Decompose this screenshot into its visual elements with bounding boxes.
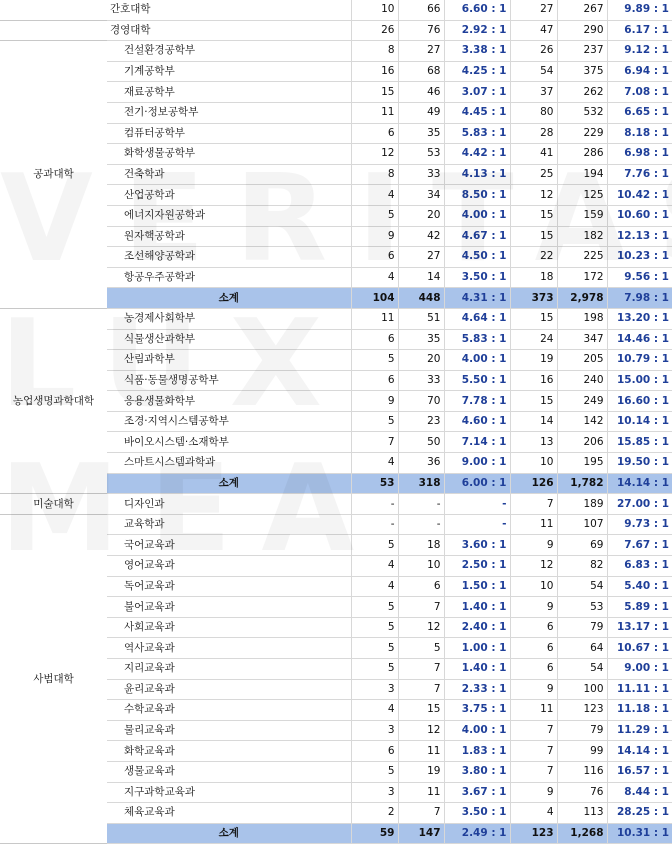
count-cell: 9	[510, 782, 557, 803]
count-cell: 36	[398, 453, 444, 474]
competition-ratio: 4.60 : 1	[444, 411, 510, 432]
competition-ratio: 7.14 : 1	[444, 432, 510, 453]
table-row	[0, 0, 672, 20]
table-row	[0, 494, 672, 515]
subtotal-count: 126	[510, 473, 557, 494]
competition-ratio: 8.18 : 1	[607, 123, 672, 144]
competition-ratio: 7.67 : 1	[607, 535, 672, 556]
count-cell: 27	[398, 247, 444, 268]
count-cell: 28	[510, 123, 557, 144]
count-cell: 290	[557, 20, 607, 41]
competition-ratio: 1.83 : 1	[444, 741, 510, 762]
competition-ratio: 2.40 : 1	[444, 617, 510, 638]
department-name: 기계공학부	[107, 61, 351, 82]
count-cell: 64	[557, 638, 607, 659]
count-cell: 6	[398, 576, 444, 597]
competition-ratio: 6.65 : 1	[607, 102, 672, 123]
count-cell: 198	[557, 308, 607, 329]
competition-ratio: -	[444, 514, 510, 535]
count-cell: 267	[557, 0, 607, 20]
count-cell: 9	[351, 391, 398, 412]
college-name: 미술대학	[0, 494, 107, 515]
count-cell: 5	[351, 638, 398, 659]
count-cell: 37	[510, 82, 557, 103]
department-name: 경영대학	[107, 20, 351, 41]
competition-ratio: 11.18 : 1	[607, 700, 672, 721]
competition-ratio: 15.00 : 1	[607, 370, 672, 391]
count-cell: 20	[398, 205, 444, 226]
table-row	[0, 41, 672, 62]
department-name: 에너지자원공학과	[107, 205, 351, 226]
count-cell: -	[398, 494, 444, 515]
count-cell: 11	[510, 700, 557, 721]
competition-ratio: 6.83 : 1	[607, 556, 672, 577]
competition-ratio: -	[444, 494, 510, 515]
department-name: 식물생산과학부	[107, 329, 351, 350]
count-cell: 206	[557, 432, 607, 453]
competition-ratio: 8.50 : 1	[444, 185, 510, 206]
count-cell: 9	[351, 226, 398, 247]
count-cell: 6	[351, 247, 398, 268]
competition-ratio: 13.17 : 1	[607, 617, 672, 638]
count-cell: 142	[557, 411, 607, 432]
count-cell: 79	[557, 617, 607, 638]
count-cell: 4	[351, 700, 398, 721]
college-name	[0, 20, 107, 41]
competition-ratio: 3.50 : 1	[444, 803, 510, 824]
competition-ratio: 6.60 : 1	[444, 0, 510, 20]
competition-ratio: 4.42 : 1	[444, 144, 510, 165]
competition-ratio: 9.12 : 1	[607, 41, 672, 62]
count-cell: 20	[398, 350, 444, 371]
count-cell: 23	[398, 411, 444, 432]
count-cell: 9	[510, 535, 557, 556]
count-cell: 6	[510, 638, 557, 659]
competition-ratio: 13.20 : 1	[607, 308, 672, 329]
count-cell: 99	[557, 741, 607, 762]
department-name: 건설환경공학부	[107, 41, 351, 62]
subtotal-count: 448	[398, 288, 444, 309]
competition-ratio: 11.29 : 1	[607, 720, 672, 741]
count-cell: 12	[510, 185, 557, 206]
count-cell: 15	[398, 700, 444, 721]
competition-ratio: 2.33 : 1	[444, 679, 510, 700]
department-name: 화학교육과	[107, 741, 351, 762]
count-cell: 125	[557, 185, 607, 206]
count-cell: 9	[510, 679, 557, 700]
college-name: 공과대학	[0, 41, 107, 309]
count-cell: -	[351, 494, 398, 515]
table-row	[0, 308, 672, 329]
competition-ratio: 28.25 : 1	[607, 803, 672, 824]
count-cell: 6	[351, 123, 398, 144]
department-name: 간호대학	[107, 0, 351, 20]
competition-ratio: 3.38 : 1	[444, 41, 510, 62]
competition-ratio: 1.50 : 1	[444, 576, 510, 597]
department-name: 국어교육과	[107, 535, 351, 556]
competition-ratio: 5.83 : 1	[444, 329, 510, 350]
competition-ratio: 3.67 : 1	[444, 782, 510, 803]
count-cell: 347	[557, 329, 607, 350]
competition-ratio: 3.50 : 1	[444, 267, 510, 288]
competition-ratio: 10.23 : 1	[607, 247, 672, 268]
department-name: 디자인과	[107, 494, 351, 515]
subtotal-count: 59	[351, 823, 398, 844]
competition-ratio: 8.44 : 1	[607, 782, 672, 803]
count-cell: 13	[510, 432, 557, 453]
count-cell: 76	[557, 782, 607, 803]
competition-ratio: 7.78 : 1	[444, 391, 510, 412]
count-cell: 53	[557, 597, 607, 618]
count-cell: 4	[351, 453, 398, 474]
competition-ratio: 9.89 : 1	[607, 0, 672, 20]
department-name: 식품·동물생명공학부	[107, 370, 351, 391]
count-cell: 50	[398, 432, 444, 453]
department-name: 항공우주공학과	[107, 267, 351, 288]
count-cell: 532	[557, 102, 607, 123]
competition-ratio: 1.40 : 1	[444, 597, 510, 618]
competition-ratio: 10.42 : 1	[607, 185, 672, 206]
subtotal-ratio: 6.00 : 1	[444, 473, 510, 494]
competition-ratio: 9.00 : 1	[444, 453, 510, 474]
college-name	[0, 0, 107, 20]
count-cell: 70	[398, 391, 444, 412]
department-name: 스마트시스템과학과	[107, 453, 351, 474]
count-cell: 194	[557, 164, 607, 185]
count-cell: 35	[398, 123, 444, 144]
count-cell: 68	[398, 61, 444, 82]
count-cell: 41	[510, 144, 557, 165]
count-cell: 14	[510, 411, 557, 432]
competition-ratio: 5.40 : 1	[607, 576, 672, 597]
subtotal-ratio: 2.49 : 1	[444, 823, 510, 844]
department-name: 응용생물화학부	[107, 391, 351, 412]
competition-ratio: 14.46 : 1	[607, 329, 672, 350]
count-cell: 5	[351, 761, 398, 782]
count-cell: 33	[398, 370, 444, 391]
competition-ratio: 9.00 : 1	[607, 659, 672, 680]
count-cell: 49	[398, 102, 444, 123]
college-name: 농업생명과학대학	[0, 308, 107, 493]
count-cell: 229	[557, 123, 607, 144]
count-cell: 237	[557, 41, 607, 62]
competition-ratio: 5.50 : 1	[444, 370, 510, 391]
competition-ratio: 10.79 : 1	[607, 350, 672, 371]
college-name: 사범대학	[0, 514, 107, 844]
count-cell: -	[398, 514, 444, 535]
competition-ratio: 16.60 : 1	[607, 391, 672, 412]
count-cell: 172	[557, 267, 607, 288]
department-name: 불어교육과	[107, 597, 351, 618]
count-cell: 123	[557, 700, 607, 721]
count-cell: 6	[510, 659, 557, 680]
count-cell: 10	[398, 556, 444, 577]
subtotal-count: 318	[398, 473, 444, 494]
competition-ratio: 9.73 : 1	[607, 514, 672, 535]
competition-ratio: 5.89 : 1	[607, 597, 672, 618]
count-cell: 76	[398, 20, 444, 41]
count-cell: 5	[398, 638, 444, 659]
count-cell: 240	[557, 370, 607, 391]
competition-ratio: 4.00 : 1	[444, 720, 510, 741]
competition-ratio: 4.45 : 1	[444, 102, 510, 123]
count-cell: 15	[510, 226, 557, 247]
count-cell: 18	[398, 535, 444, 556]
department-name: 역사교육과	[107, 638, 351, 659]
competition-ratio: 4.67 : 1	[444, 226, 510, 247]
competition-ratio: 4.50 : 1	[444, 247, 510, 268]
competition-ratio: 6.98 : 1	[607, 144, 672, 165]
count-cell: 12	[398, 617, 444, 638]
count-cell: 182	[557, 226, 607, 247]
count-cell: -	[351, 514, 398, 535]
competition-ratio: 4.00 : 1	[444, 350, 510, 371]
subtotal-ratio: 4.31 : 1	[444, 288, 510, 309]
subtotal-count: 123	[510, 823, 557, 844]
department-name: 컴퓨터공학부	[107, 123, 351, 144]
count-cell: 66	[398, 0, 444, 20]
count-cell: 22	[510, 247, 557, 268]
count-cell: 12	[510, 556, 557, 577]
count-cell: 107	[557, 514, 607, 535]
count-cell: 159	[557, 205, 607, 226]
table-row	[0, 20, 672, 41]
count-cell: 7	[510, 761, 557, 782]
count-cell: 6	[351, 741, 398, 762]
competition-ratio: 9.56 : 1	[607, 267, 672, 288]
competition-ratio: 4.00 : 1	[444, 205, 510, 226]
count-cell: 3	[351, 679, 398, 700]
count-cell: 189	[557, 494, 607, 515]
count-cell: 11	[351, 102, 398, 123]
competition-ratio: 3.60 : 1	[444, 535, 510, 556]
count-cell: 18	[510, 267, 557, 288]
department-name: 교육학과	[107, 514, 351, 535]
department-name: 화학생물공학부	[107, 144, 351, 165]
department-name: 사회교육과	[107, 617, 351, 638]
count-cell: 113	[557, 803, 607, 824]
count-cell: 27	[510, 0, 557, 20]
count-cell: 100	[557, 679, 607, 700]
subtotal-label: 소계	[107, 288, 351, 309]
competition-ratio: 4.64 : 1	[444, 308, 510, 329]
competition-ratio: 16.57 : 1	[607, 761, 672, 782]
count-cell: 3	[351, 782, 398, 803]
count-cell: 4	[351, 556, 398, 577]
count-cell: 16	[510, 370, 557, 391]
count-cell: 7	[510, 494, 557, 515]
subtotal-count: 1,268	[557, 823, 607, 844]
count-cell: 7	[510, 720, 557, 741]
count-cell: 7	[398, 803, 444, 824]
count-cell: 12	[398, 720, 444, 741]
count-cell: 10	[510, 576, 557, 597]
subtotal-ratio: 14.14 : 1	[607, 473, 672, 494]
table-row	[0, 514, 672, 535]
count-cell: 35	[398, 329, 444, 350]
count-cell: 7	[398, 597, 444, 618]
department-name: 건축학과	[107, 164, 351, 185]
count-cell: 24	[510, 329, 557, 350]
count-cell: 15	[510, 391, 557, 412]
count-cell: 10	[351, 0, 398, 20]
count-cell: 27	[398, 41, 444, 62]
department-name: 산림과학부	[107, 350, 351, 371]
department-name: 체육교육과	[107, 803, 351, 824]
department-name: 영어교육과	[107, 556, 351, 577]
count-cell: 2	[351, 803, 398, 824]
competition-ratio: 11.11 : 1	[607, 679, 672, 700]
count-cell: 249	[557, 391, 607, 412]
count-cell: 262	[557, 82, 607, 103]
count-cell: 53	[398, 144, 444, 165]
count-cell: 7	[510, 741, 557, 762]
count-cell: 47	[510, 20, 557, 41]
department-name: 지리교육과	[107, 659, 351, 680]
count-cell: 33	[398, 164, 444, 185]
count-cell: 26	[351, 20, 398, 41]
count-cell: 4	[510, 803, 557, 824]
department-name: 생물교육과	[107, 761, 351, 782]
competition-ratio: 7.76 : 1	[607, 164, 672, 185]
count-cell: 54	[510, 61, 557, 82]
count-cell: 6	[351, 329, 398, 350]
department-name: 독어교육과	[107, 576, 351, 597]
competition-ratio: 2.50 : 1	[444, 556, 510, 577]
count-cell: 15	[510, 308, 557, 329]
count-cell: 69	[557, 535, 607, 556]
count-cell: 19	[398, 761, 444, 782]
subtotal-ratio: 7.98 : 1	[607, 288, 672, 309]
competition-ratio: 15.85 : 1	[607, 432, 672, 453]
count-cell: 16	[351, 61, 398, 82]
count-cell: 286	[557, 144, 607, 165]
competition-ratio: 10.14 : 1	[607, 411, 672, 432]
count-cell: 79	[557, 720, 607, 741]
count-cell: 5	[351, 411, 398, 432]
department-name: 원자핵공학과	[107, 226, 351, 247]
department-name: 수학교육과	[107, 700, 351, 721]
subtotal-label: 소계	[107, 823, 351, 844]
competition-ratio: 2.92 : 1	[444, 20, 510, 41]
subtotal-count: 1,782	[557, 473, 607, 494]
count-cell: 42	[398, 226, 444, 247]
count-cell: 205	[557, 350, 607, 371]
department-name: 지구과학교육과	[107, 782, 351, 803]
count-cell: 116	[557, 761, 607, 782]
count-cell: 10	[510, 453, 557, 474]
count-cell: 19	[510, 350, 557, 371]
count-cell: 5	[351, 597, 398, 618]
count-cell: 5	[351, 535, 398, 556]
count-cell: 7	[398, 659, 444, 680]
competition-ratio: 3.80 : 1	[444, 761, 510, 782]
competition-ratio: 5.83 : 1	[444, 123, 510, 144]
count-cell: 8	[351, 41, 398, 62]
count-cell: 46	[398, 82, 444, 103]
competition-ratio: 3.07 : 1	[444, 82, 510, 103]
count-cell: 6	[351, 370, 398, 391]
competition-ratio: 4.13 : 1	[444, 164, 510, 185]
subtotal-count: 104	[351, 288, 398, 309]
competition-ratio: 10.60 : 1	[607, 205, 672, 226]
count-cell: 5	[351, 350, 398, 371]
count-cell: 4	[351, 185, 398, 206]
department-name: 전기·정보공학부	[107, 102, 351, 123]
subtotal-count: 373	[510, 288, 557, 309]
count-cell: 80	[510, 102, 557, 123]
competition-ratio: 3.75 : 1	[444, 700, 510, 721]
count-cell: 5	[351, 205, 398, 226]
count-cell: 5	[351, 659, 398, 680]
competition-ratio: 6.17 : 1	[607, 20, 672, 41]
competition-ratio: 7.08 : 1	[607, 82, 672, 103]
competition-ratio: 14.14 : 1	[607, 741, 672, 762]
count-cell: 11	[398, 741, 444, 762]
count-cell: 6	[510, 617, 557, 638]
department-name: 조경·지역시스템공학부	[107, 411, 351, 432]
count-cell: 54	[557, 659, 607, 680]
count-cell: 15	[510, 205, 557, 226]
subtotal-count: 53	[351, 473, 398, 494]
department-name: 농경제사회학부	[107, 308, 351, 329]
subtotal-count: 147	[398, 823, 444, 844]
count-cell: 11	[398, 782, 444, 803]
department-name: 바이오시스템·소재학부	[107, 432, 351, 453]
department-name: 물리교육과	[107, 720, 351, 741]
department-name: 산업공학과	[107, 185, 351, 206]
department-name: 윤리교육과	[107, 679, 351, 700]
department-name: 재료공학부	[107, 82, 351, 103]
count-cell: 7	[398, 679, 444, 700]
count-cell: 4	[351, 267, 398, 288]
competition-ratio: 4.25 : 1	[444, 61, 510, 82]
count-cell: 82	[557, 556, 607, 577]
count-cell: 5	[351, 617, 398, 638]
count-cell: 4	[351, 576, 398, 597]
competition-ratio: 27.00 : 1	[607, 494, 672, 515]
competition-ratio: 10.67 : 1	[607, 638, 672, 659]
competition-ratio: 6.94 : 1	[607, 61, 672, 82]
count-cell: 26	[510, 41, 557, 62]
count-cell: 25	[510, 164, 557, 185]
count-cell: 12	[351, 144, 398, 165]
department-name: 조선해양공학과	[107, 247, 351, 268]
count-cell: 3	[351, 720, 398, 741]
count-cell: 34	[398, 185, 444, 206]
count-cell: 225	[557, 247, 607, 268]
competition-ratio: 1.00 : 1	[444, 638, 510, 659]
count-cell: 11	[510, 514, 557, 535]
count-cell: 14	[398, 267, 444, 288]
count-cell: 11	[351, 308, 398, 329]
count-cell: 375	[557, 61, 607, 82]
competition-ratio: 12.13 : 1	[607, 226, 672, 247]
count-cell: 15	[351, 82, 398, 103]
competition-ratio: 19.50 : 1	[607, 453, 672, 474]
count-cell: 8	[351, 164, 398, 185]
subtotal-label: 소계	[107, 473, 351, 494]
count-cell: 7	[351, 432, 398, 453]
competition-ratio: 1.40 : 1	[444, 659, 510, 680]
subtotal-count: 2,978	[557, 288, 607, 309]
subtotal-ratio: 10.31 : 1	[607, 823, 672, 844]
count-cell: 51	[398, 308, 444, 329]
count-cell: 9	[510, 597, 557, 618]
count-cell: 195	[557, 453, 607, 474]
count-cell: 54	[557, 576, 607, 597]
